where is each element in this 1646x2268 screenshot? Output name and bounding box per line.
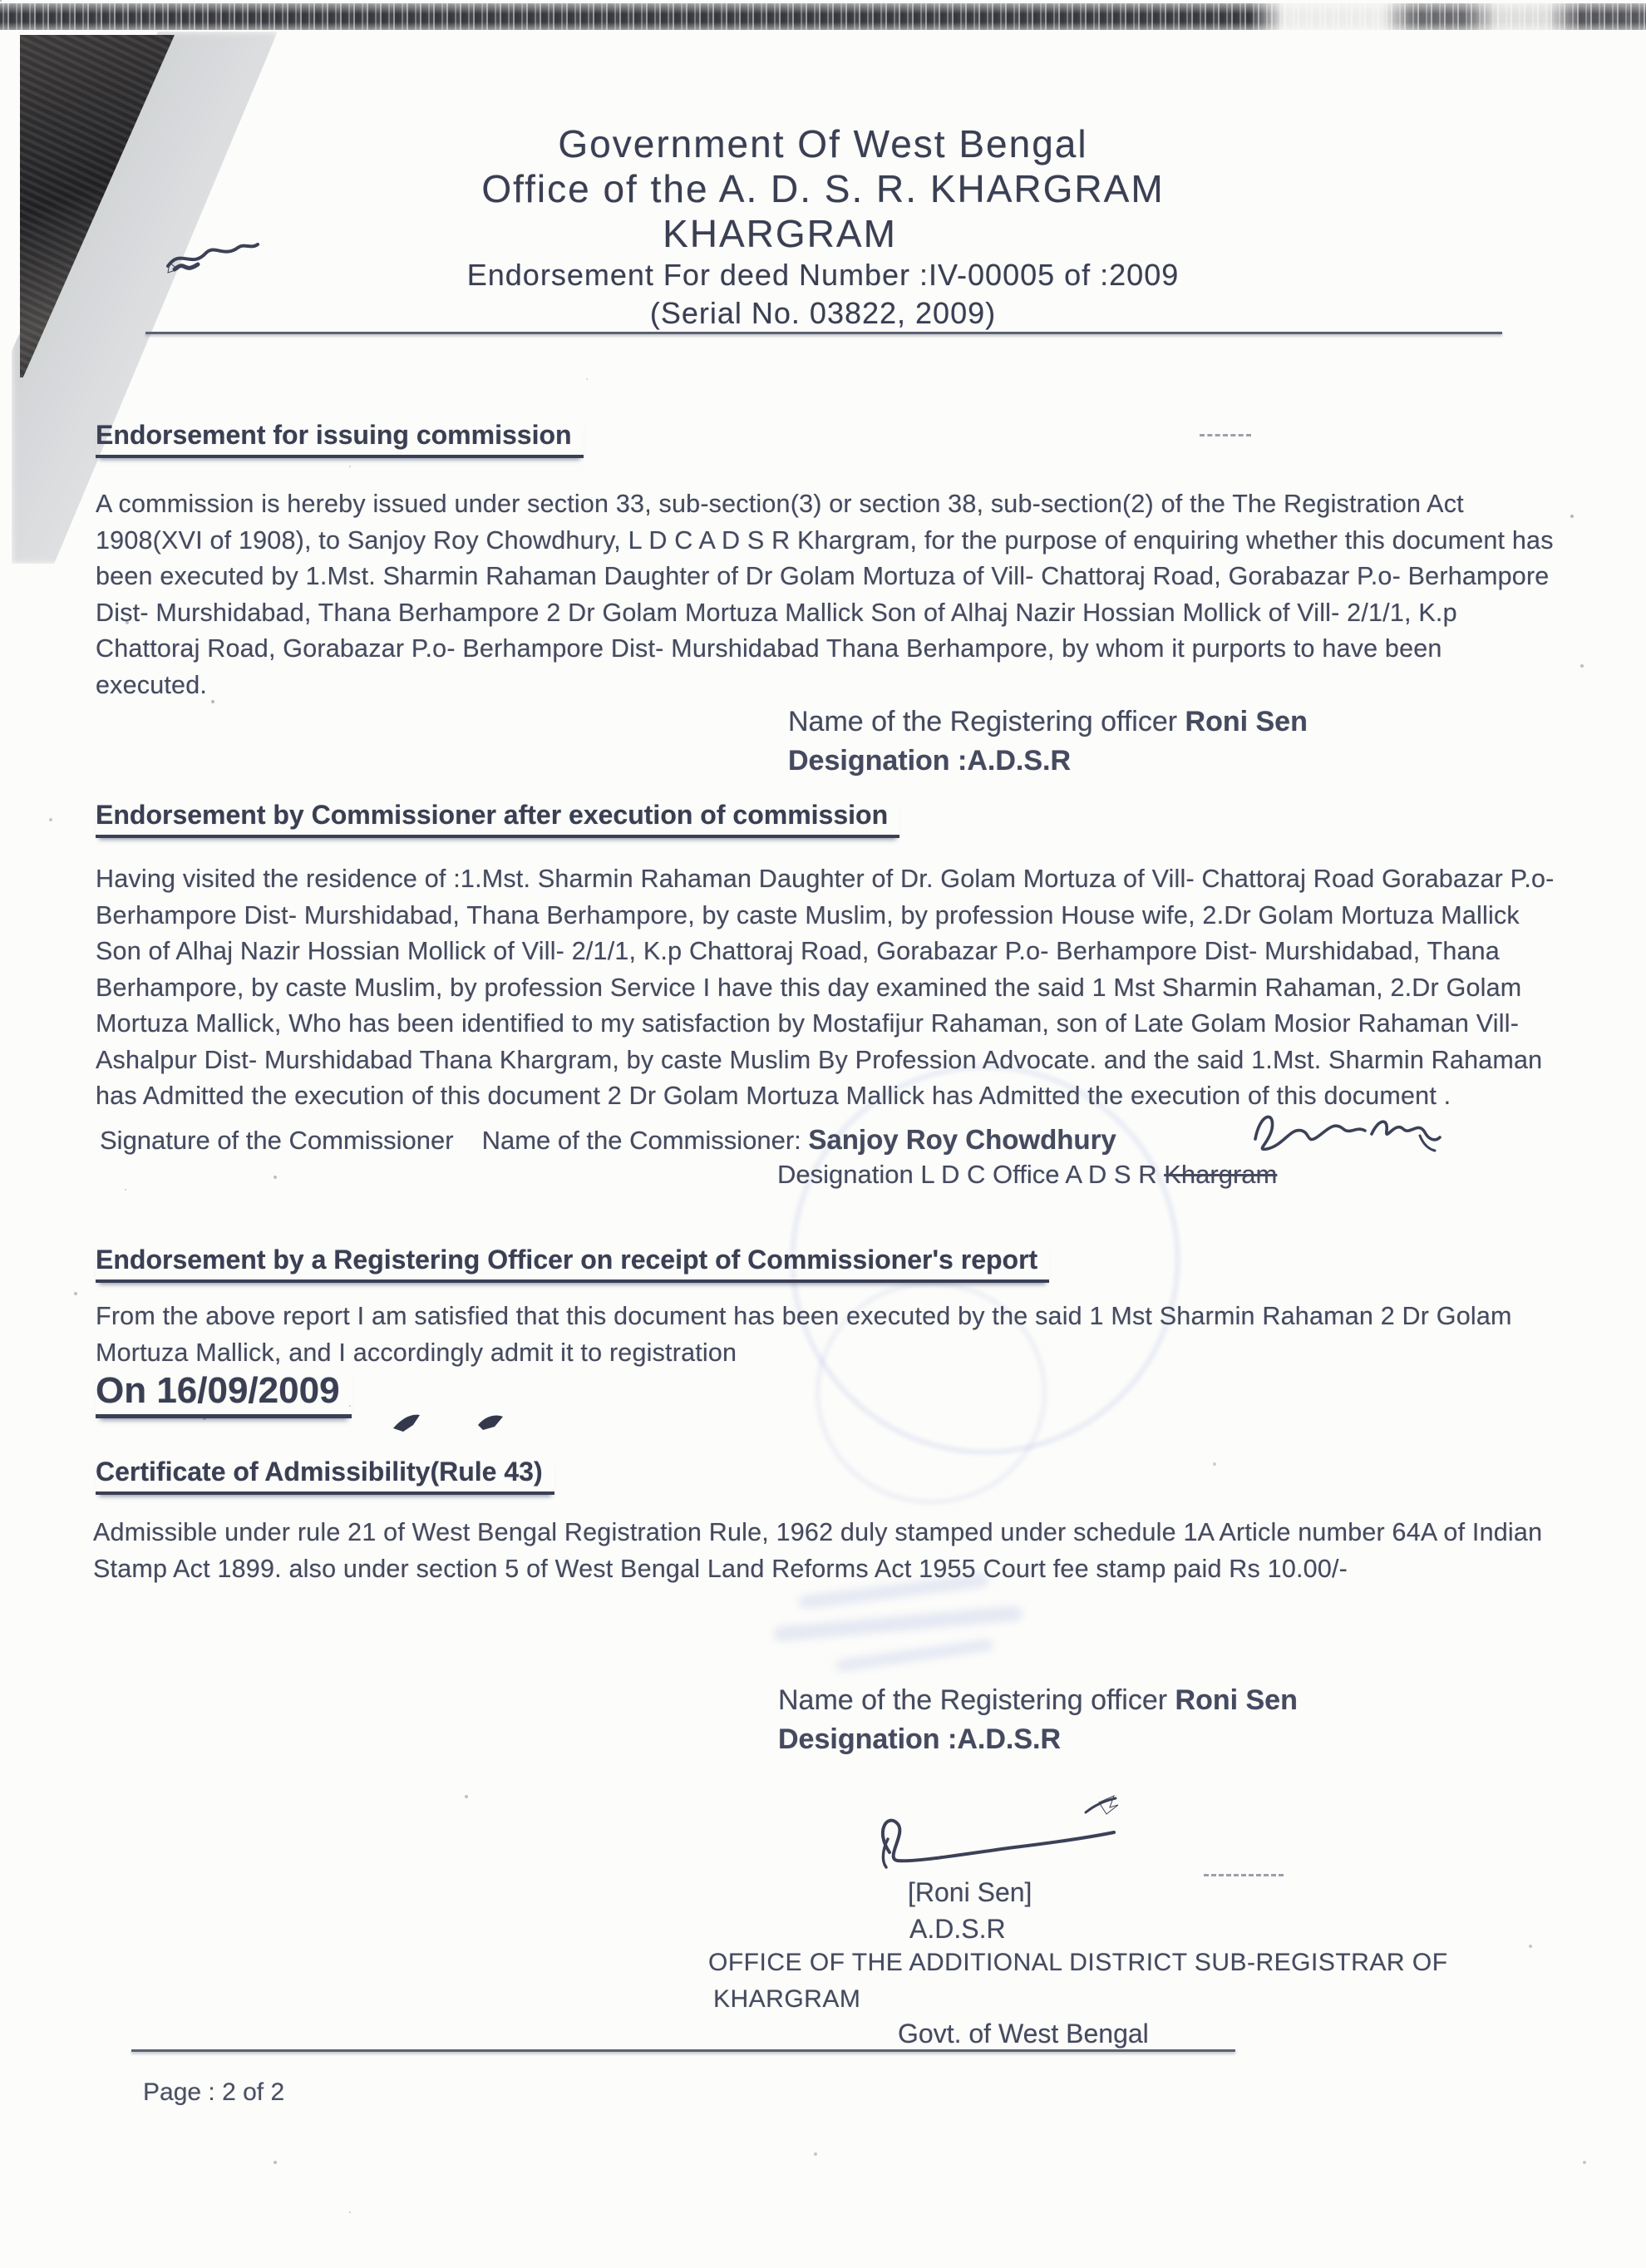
commissioner-designation-office: Khargram <box>1164 1160 1278 1189</box>
section-heading: Endorsement for issuing commission <box>96 420 584 458</box>
officer-name: Roni Sen <box>1175 1684 1298 1716</box>
section-receipt-heading-wrap <box>96 1245 1049 1283</box>
registration-date-wrap <box>96 1370 352 1418</box>
commissioner-designation-prefix: Designation L D C Office A D S R <box>777 1160 1157 1189</box>
office-location: KHARGRAM <box>663 212 897 255</box>
officer-name-line <box>788 703 1308 742</box>
stray-dash-mark <box>1204 1874 1284 1876</box>
registrar-office-line2: KHARGRAM <box>713 1985 861 2013</box>
footer-divider <box>131 2049 1235 2052</box>
registrar-office-line1: OFFICE OF THE ADDITIONAL DISTRICT SUB-REGISTRAR OF <box>708 1949 1448 1976</box>
section-commission-execution-heading-wrap <box>96 800 899 838</box>
officer-name-label: Name of the Registering officer <box>778 1684 1168 1716</box>
registrar-designation: A.D.S.R <box>909 1914 1006 1944</box>
commissioner-designation-line <box>777 1157 1277 1192</box>
registering-officer-block-bottom <box>778 1681 1298 1759</box>
pen-blot-marks <box>378 1403 520 1438</box>
registrar-signature-scribble <box>840 1787 1164 1887</box>
scan-noise-speckles <box>0 0 2 2</box>
section-issuing-commission-heading-wrap <box>96 420 584 458</box>
receipt-paragraph: From the above report I am satisfied that this document has been executed by the said 1 Mst Sharmin Rahaman 2 Dr Golam Mortuza Mallick, and I accordingly admit it to registration <box>96 1302 1512 1367</box>
registration-date: On 16/09/2009 <box>96 1370 352 1418</box>
officer-name-label: Name of the Registering officer <box>788 706 1178 737</box>
issuing-commission-paragraph: A commission is hereby issued under section 33, sub-section(3) or section 38, sub-section(2) of the The Registration Act 1908(XVI of 1908), to Sanjoy Roy Chowdhury, L D C A D S R Khargram, for the purpose of enquiring whether this document has been executed by 1.Mst. Sharmin Rahaman Daughter of Dr Golam Mortuza of Vill- Chattoraj Road, Gorabazar P.o- Berhampore Dist- Murshidabad, Thana Berhampore 2 Dr Golam Mortuza Mallick Son of Alhaj Nazir Hossian Mollick of Vill- 2/1/1, K.p Chattoraj Road, Gorabazar P.o- Berhampore Dist- Murshidabad Thana Berhampore, by whom it purports to have been executed. <box>96 490 1554 699</box>
header-divider <box>145 332 1502 334</box>
commission-execution-paragraph: Having visited the residence of :1.Mst. Sharmin Rahaman Daughter of Dr. Golam Mortuza of Vill- Chattoraj Road Gorabazar P.o- Berhampore Dist- Murshidabad, Thana Berhampore, by caste Muslim, by profession House wife, 2.Dr Golam Mortuza Mallick Son of Alhaj Nazir Hossian Mollick of Vill- 2/1/1, K.p Chattoraj Road, Gorabazar P.o- Berhampore Dist- Murshidabad, Thana Berhampore, by caste Muslim, by profession Service I have this day examined the said 1 Mst Sharmin Rahaman, 2.Dr Golam Mortuza Mallick, Who has been identified to my satisfaction by Mostafijur Rahaman, son of Late Golam Mosior Rahaman Vill- Ashalpur Dist- Murshidabad Thana Khargram, by caste Muslim By Profession Advocate. and the said 1.Mst. Sharmin Rahaman has Admitted the execution of this document 2 Dr Golam Mortuza Mallick has Admitted the execution of this document . <box>96 865 1555 1110</box>
officer-name: Roni Sen <box>1185 706 1308 737</box>
faint-ink-smudge <box>773 1605 1023 1642</box>
stray-dash-mark <box>1200 434 1251 436</box>
registrar-name-bracketed: [Roni Sen] <box>908 1877 1032 1907</box>
document-header <box>0 121 1646 333</box>
officer-designation: Designation :A.D.S.R <box>778 1723 1062 1755</box>
government-title: Government Of West Bengal <box>558 122 1088 165</box>
section-admissibility-heading-wrap <box>96 1457 554 1495</box>
registering-officer-block-top <box>788 703 1308 781</box>
office-title: Office of the A. D. S. R. KHARGRAM <box>481 167 1165 210</box>
section-heading: Endorsement by Commissioner after execution of commission <box>96 800 899 838</box>
officer-designation: Designation :A.D.S.R <box>788 745 1072 777</box>
scan-binding-band <box>0 3 1646 30</box>
faint-ink-smudge <box>835 1639 993 1672</box>
admissibility-paragraph: Admissible under rule 21 of West Bengal Registration Rule, 1962 duly stamped under schedule 1A Article number 64A of Indian Stamp Act 1899. also under section 5 of West Bengal Land Reforms Act 1955 Court fee stamp paid Rs 10.00/- <box>93 1518 1543 1583</box>
registrar-government-line: Govt. of West Bengal <box>898 2019 1149 2049</box>
section-heading: Endorsement by a Registering Officer on receipt of Commissioner's report <box>96 1245 1049 1283</box>
commissioner-name: Sanjoy Roy Chowdhury <box>808 1124 1116 1155</box>
officer-name-line <box>778 1681 1298 1720</box>
section-heading: Certificate of Admissibility(Rule 43) <box>96 1457 554 1495</box>
commissioner-name-label: Name of the Commissioner: <box>481 1126 801 1155</box>
commissioner-signature-scribble <box>1247 1096 1446 1161</box>
commissioner-signature-label: Signature of the Commissioner <box>100 1126 454 1155</box>
deed-number-line: Endorsement For deed Number :IV-00005 of :2009 <box>466 258 1180 292</box>
serial-number-line: (Serial No. 03822, 2009) <box>649 296 997 330</box>
page-number-label: Page : 2 of 2 <box>143 2078 285 2106</box>
